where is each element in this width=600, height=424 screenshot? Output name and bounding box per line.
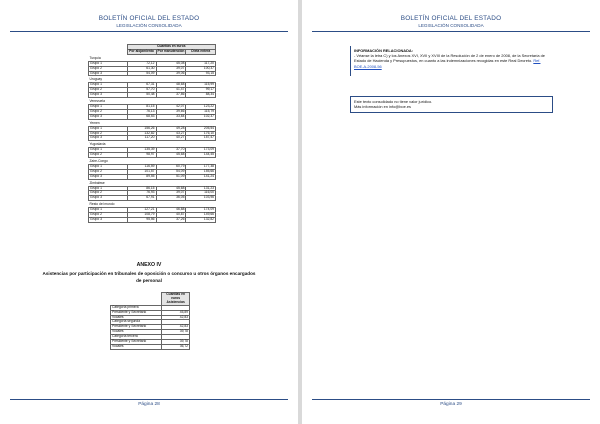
amount-cell: 37,70 (156, 148, 186, 153)
amount-cell: 49,28 (156, 126, 186, 131)
amount-cell: 155,66 (186, 169, 216, 174)
annex-amount: 36,72 (162, 344, 190, 349)
group-label: Grupo 2 (89, 213, 128, 218)
country-name: Zaire-Congo (89, 159, 108, 164)
header-subtitle: LEGISLACIÓN CONSOLIDADA (418, 23, 484, 28)
amount-cell: 205,54 (186, 126, 216, 131)
amount-cell: 93,15 (186, 71, 216, 76)
amount-cell: 68,53 (127, 114, 156, 119)
group-label: Grupo 2 (89, 153, 128, 158)
group-label: Grupo 2 (89, 109, 128, 114)
amount-cell: 36,05 (156, 196, 186, 201)
amount-cell: 149,66 (186, 213, 216, 218)
amount-cell: 135,39 (127, 148, 156, 153)
page-number: Página 29 (440, 402, 462, 407)
group-label: Grupo 1 (89, 83, 128, 88)
annex-row-label: Categoría tercera (111, 335, 162, 340)
annex-row-label: Presidente y Secretario (111, 310, 162, 315)
amount-cell: 45,68 (156, 186, 186, 191)
amount-cell: 88,34 (186, 93, 216, 98)
amount-cell: 39,06 (156, 71, 186, 76)
amount-cell: 81,15 (127, 104, 156, 109)
annex-row-label: Vocales (111, 330, 162, 335)
annex-amount: 39,78 (162, 330, 190, 335)
amount-cell: 117,20 (127, 136, 156, 141)
header-blank-cell (111, 293, 162, 306)
country-name: Venezuela (89, 99, 105, 104)
annex-row-label: Categoría segunda (111, 320, 162, 325)
amount-cell: 115,99 (186, 83, 216, 88)
group-label: Grupo 1 (89, 186, 128, 191)
amount-cell: 54,09 (156, 169, 186, 174)
group-label: Grupo 3 (89, 93, 128, 98)
amount-cell: 45,08 (156, 61, 186, 66)
amount-cell: 33,84 (156, 114, 186, 119)
group-label: Grupo 2 (89, 191, 128, 196)
amount-cell: 37,86 (156, 93, 186, 98)
annex-table (110, 292, 190, 350)
amount-cell: 42,07 (156, 104, 186, 109)
amount-cell: 67,31 (127, 83, 156, 88)
amount-cell: 174,09 (186, 208, 216, 213)
group-label: Grupo 1 (89, 164, 128, 169)
annex-header-row (111, 293, 190, 306)
column-group-header: Cuantías en euros (127, 45, 215, 50)
column-header: Dieta entera (186, 49, 216, 54)
amount-cell: 89,55 (127, 174, 156, 179)
amount-cell: 51,09 (156, 174, 186, 179)
legal-notice-box (350, 96, 553, 113)
amount-cell: 99,17 (186, 88, 216, 93)
amount-cell: 76,93 (127, 191, 156, 196)
amount-cell: 101,57 (127, 169, 156, 174)
header-title: BOLETÍN OFICIAL DEL ESTADO (400, 15, 502, 22)
group-label: Grupo 2 (89, 169, 128, 174)
footer-rule (10, 399, 288, 400)
amount-cell: 57,70 (127, 88, 156, 93)
amount-cell: 98,97 (127, 153, 156, 158)
amount-cell: 116,00 (186, 191, 216, 196)
group-label: Grupo 2 (89, 66, 128, 71)
annex-amount: 42,83 (162, 315, 190, 320)
page-number: Página 28 (138, 402, 160, 407)
header-title: BOLETÍN OFICIAL DEL ESTADO (98, 15, 200, 22)
amount-cell: 116,59 (127, 164, 156, 169)
group-label: Grupo 2 (89, 131, 128, 136)
column-header: Por manutención (157, 48, 185, 53)
amount-cell: 40,27 (156, 136, 186, 141)
amount-cell: 39,66 (156, 109, 186, 114)
amount-cell: 39,07 (156, 191, 186, 196)
country-name: Yemen (89, 120, 100, 125)
contact-info-line: Más información en info@boe.es (354, 104, 411, 110)
annex-row-label: Presidente y Secretario (111, 340, 162, 345)
amount-cell: 103,96 (186, 196, 216, 201)
amount-cell: 50,48 (127, 93, 156, 98)
amount-cell: 102,37 (186, 114, 216, 119)
header-subtitle: LEGISLACIÓN CONSOLIDADA (116, 23, 182, 28)
annex-title: ANEXO IV (136, 262, 162, 268)
left-page (0, 0, 298, 424)
amount-cell: 127,21 (127, 208, 156, 213)
annex-column-header: Cuantías en euros Asistencias (162, 293, 190, 306)
amount-cell: 46,88 (156, 208, 186, 213)
amount-cell: 123,22 (186, 104, 216, 109)
amount-cell: 108,79 (127, 213, 156, 218)
related-info-box (350, 46, 553, 76)
country-name: Zimbabwe (89, 180, 105, 185)
amount-cell: 156,26 (127, 126, 156, 131)
amount-cell: 37,26 (156, 218, 186, 223)
table-row (111, 344, 190, 349)
amount-cell: 177,38 (186, 164, 216, 169)
annex-amount: 42,83 (162, 325, 190, 330)
legal-notice-line: Este texto consolidado no tiene valor jurídico. (354, 99, 433, 104)
amount-cell: 48,68 (156, 83, 186, 88)
amount-cell: 41,47 (156, 88, 186, 93)
amount-cell: 76,13 (127, 109, 156, 114)
group-label: Grupo 3 (89, 71, 128, 76)
group-label: Grupo 2 (89, 88, 128, 93)
amount-cell: 144,45 (186, 153, 216, 158)
country-name: Yugoslavia (89, 142, 106, 147)
group-label: Grupo 1 (89, 104, 128, 109)
amount-cell: 61,30 (127, 66, 156, 71)
amount-cell: 132,82 (186, 218, 216, 223)
amount-cell: 72,12 (127, 61, 156, 66)
table-row (89, 218, 216, 223)
amount-cell: 43,27 (156, 131, 186, 136)
group-label: Grupo 3 (89, 196, 128, 201)
annex-row-label: Presidente y Secretario (111, 325, 162, 330)
column-header: Por alojamiento (127, 49, 156, 54)
country-name: Turquía (89, 55, 101, 60)
header-rule (312, 31, 590, 32)
footer-rule (312, 399, 590, 400)
group-label: Grupo 3 (89, 136, 128, 141)
header-rule (10, 31, 288, 32)
amount-cell: 54,09 (127, 71, 156, 76)
amount-cell: 117,20 (186, 61, 216, 66)
amount-cell: 157,47 (186, 136, 216, 141)
annex-amount: 45,89 (162, 310, 190, 315)
group-label: Grupo 1 (89, 208, 128, 213)
boe-reference-link[interactable]: Ref. BOE-A-2008-56 (354, 58, 541, 69)
allowance-table (88, 44, 216, 223)
related-info-text: - Véanse la letra C) y los Anexos XVI, XVII y XVIII de la Resolución de 2 de enero de 2008, de la Secretaría de Estado de Hacienda y Presupuestos, en cuanto a las indemnizaciones recogidas en este Real Decreto. Ref. BOE-A-2008-56 (354, 53, 545, 69)
country-name: Resto del mundo (89, 202, 115, 207)
country-name: Uruguay (89, 77, 102, 82)
amount-cell: 60,79 (156, 164, 186, 169)
amount-cell: 95,56 (127, 218, 156, 223)
group-label: Grupo 1 (89, 126, 128, 131)
amount-cell: 132,82 (127, 131, 156, 136)
amount-cell: 141,24 (186, 174, 216, 179)
annex-description: Asistencias por participación en tribunales de oposición o concurso u otros órganos encargados de personal (42, 271, 256, 283)
amount-cell: 39,07 (156, 66, 186, 71)
annex-row-label: Vocales (111, 344, 162, 349)
amount-cell: 86,15 (127, 186, 156, 191)
amount-cell: 131,23 (186, 186, 216, 191)
amount-cell: 67,91 (127, 196, 156, 201)
group-label: Grupo 3 (89, 218, 128, 223)
annex-amount: 39,78 (162, 340, 190, 345)
amount-cell: 40,87 (156, 213, 186, 218)
group-label: Grupo 1 (89, 61, 128, 66)
annex-row-label: Vocales (111, 315, 162, 320)
amount-cell: 100,37 (186, 66, 216, 71)
annex-row-label: Categoría primera (111, 305, 162, 310)
amount-cell: 176,10 (186, 131, 216, 136)
amount-cell: 173,09 (186, 148, 216, 153)
group-label: Grupo 1 (89, 148, 128, 153)
group-label: Grupo 3 (89, 114, 128, 119)
group-label: Grupo 3 (89, 174, 128, 179)
amount-cell: 45,68 (156, 153, 186, 158)
related-info-title: INFORMACIÓN RELACIONADA: (354, 48, 414, 53)
amount-cell: 115,79 (186, 109, 216, 114)
